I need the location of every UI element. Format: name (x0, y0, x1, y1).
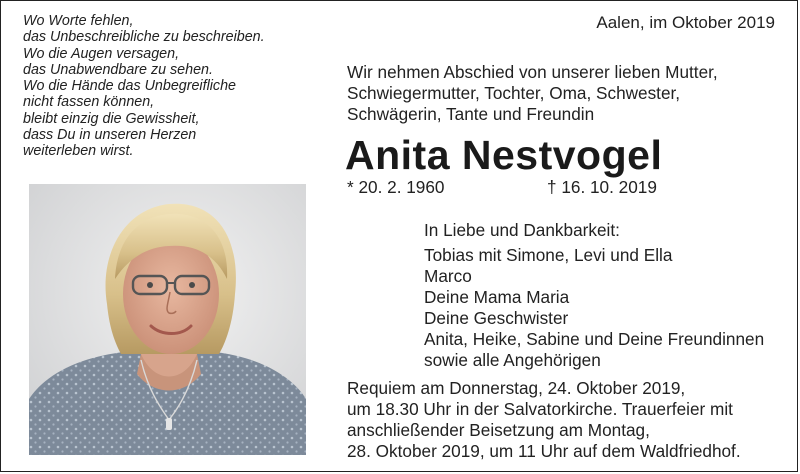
mourners-heading: In Liebe und Dankbarkeit: (424, 220, 620, 240)
poem-line: das Unabwendbare zu sehen. (23, 61, 213, 78)
poem (23, 13, 265, 160)
requiem-line: anschließender Beisetzung am Montag, (347, 420, 650, 440)
requiem-line: Requiem am Donnerstag, 24. Oktober 2019, (347, 378, 686, 398)
poem-line: weiterleben wirst. (23, 143, 134, 160)
mourner-line: sowie alle Angehörigen (424, 350, 601, 370)
portrait-photo (29, 184, 306, 455)
mourner-line: Anita, Heike, Sabine und Deine Freundinnen (424, 329, 765, 349)
poem-line: Wo die Hände das Unbegreifliche (23, 78, 236, 95)
poem-line: Wo die Augen versagen, (23, 45, 180, 62)
poem-line: nicht fassen können, (23, 94, 155, 111)
requiem-line: 28. Oktober 2019, um 11 Uhr auf dem Waldfriedhof. (347, 441, 741, 461)
requiem-line: um 18.30 Uhr in der Salvatorkirche. Trauerfeier mit (347, 399, 733, 419)
mourner-line: Tobias mit Simone, Levi und Ella (424, 245, 673, 265)
requiem-info (347, 378, 741, 462)
intro-line: Schwägerin, Tante und Freundin (347, 104, 595, 124)
intro-text (347, 62, 718, 125)
mourners-list (424, 220, 764, 371)
deceased-name: Anita Nestvogel (345, 132, 663, 178)
mourner-line: Deine Geschwister (424, 308, 569, 328)
poem-line: dass Du in unseren Herzen (23, 127, 197, 144)
mourner-line: Deine Mama Maria (424, 287, 570, 307)
intro-line: Wir nehmen Abschied von unserer lieben Mutter, (347, 62, 718, 82)
place-date: Aalen, im Oktober 2019 (596, 13, 775, 32)
poem-line: bleibt einzig die Gewissheit, (23, 110, 200, 127)
poem-line: Wo Worte fehlen, (23, 13, 134, 29)
intro-line: Schwiegermutter, Tochter, Oma, Schwester, (347, 83, 681, 103)
mourner-line: Marco (424, 266, 472, 286)
birth-date: * 20. 2. 1960 (347, 177, 445, 197)
death-date: † 16. 10. 2019 (547, 177, 657, 197)
poem-line: das Unbeschreibliche zu beschreiben. (23, 29, 265, 46)
